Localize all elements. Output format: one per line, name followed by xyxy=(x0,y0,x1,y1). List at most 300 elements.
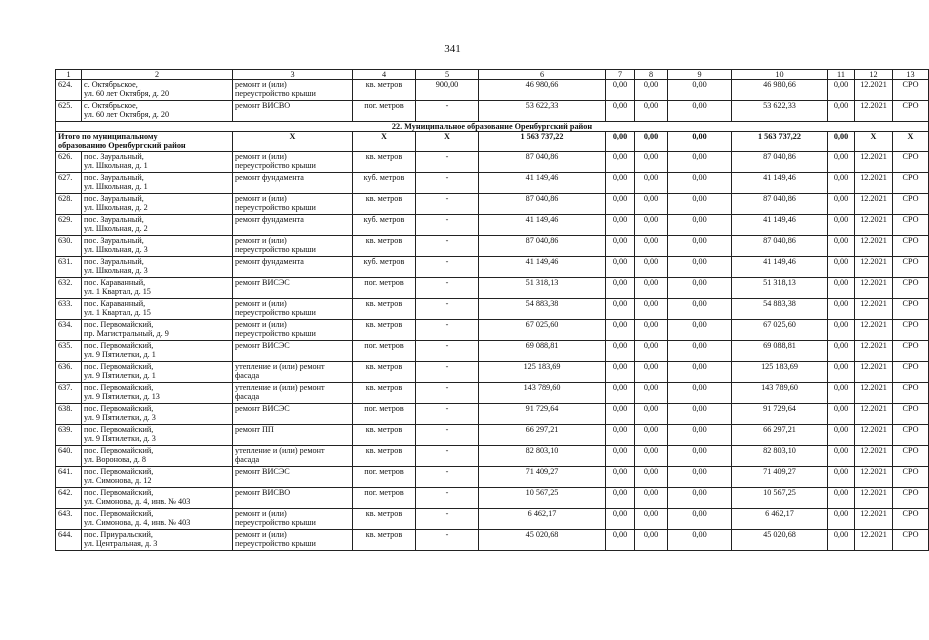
value-cell-9: 0,00 xyxy=(668,101,732,122)
quantity-cell: - xyxy=(416,383,479,404)
method-cell: СРО xyxy=(893,215,929,236)
address-cell-line1: пос. Зауральный, xyxy=(84,215,144,224)
table-row xyxy=(56,173,929,194)
deadline-cell: 12.2021 xyxy=(855,341,893,362)
method-cell: СРО xyxy=(893,488,929,509)
table-row xyxy=(56,446,929,467)
work-type-cell-line1: ремонт ВИСЭС xyxy=(235,278,290,287)
address-cell-line1: пос. Зауральный, xyxy=(84,194,144,203)
table-row xyxy=(56,152,929,173)
method-cell: СРО xyxy=(893,383,929,404)
quantity-cell: 900,00 xyxy=(416,80,479,101)
method-cell: СРО xyxy=(893,509,929,530)
address-cell-line2: ул. Школьная, д. 2 xyxy=(84,203,148,212)
method-cell: СРО xyxy=(893,467,929,488)
address-cell-line2: ул. 9 Пятилетки, д. 1 xyxy=(84,350,156,359)
address-cell xyxy=(82,152,233,173)
unit-cell: кв. метров xyxy=(353,152,416,173)
table-row xyxy=(56,236,929,257)
work-type-cell-line1: ремонт и (или) xyxy=(235,152,287,161)
value-cell-9: 0,00 xyxy=(668,299,732,320)
value-cell-9: 0,00 xyxy=(668,152,732,173)
address-cell-line1: пос. Первомайский, xyxy=(84,341,154,350)
quantity-cell: - xyxy=(416,194,479,215)
address-cell-line2: ул. Симонова, д. 4, инв. № 403 xyxy=(84,497,191,506)
work-type-cell-line1: ремонт и (или) xyxy=(235,194,287,203)
row-number: 626. xyxy=(56,152,82,173)
value-cell-9: 0,00 xyxy=(668,278,732,299)
address-cell-line1: пос. Караванный, xyxy=(84,278,146,287)
value-cell-8: 0,00 xyxy=(635,257,668,278)
deadline-cell: 12.2021 xyxy=(855,320,893,341)
method-cell: СРО xyxy=(893,236,929,257)
method-cell: СРО xyxy=(893,362,929,383)
work-type-cell xyxy=(233,194,353,215)
address-cell-line1: пос. Зауральный, xyxy=(84,173,144,182)
column-number-row xyxy=(56,70,929,80)
value-cell-8: 0,00 xyxy=(635,152,668,173)
total-cost-cell: 66 297,21 xyxy=(479,425,606,446)
cost-cell-10: 54 883,38 xyxy=(732,299,828,320)
total-cost-cell: 91 729,64 xyxy=(479,404,606,425)
address-cell-line2: ул. 60 лет Октября, д. 20 xyxy=(84,89,170,98)
column-number-header: 3 xyxy=(233,70,353,80)
work-type-cell xyxy=(233,173,353,194)
value-cell-7: 0,00 xyxy=(606,467,635,488)
unit-cell: пог. метров xyxy=(353,467,416,488)
address-cell-line2: ул. Воронова, д. 8 xyxy=(84,455,146,464)
deadline-cell: 12.2021 xyxy=(855,173,893,194)
deadline-cell: 12.2021 xyxy=(855,101,893,122)
deadline-cell: 12.2021 xyxy=(855,215,893,236)
address-cell-line2: ул. Симонова, д. 4, инв. № 403 xyxy=(84,518,191,527)
value-cell-8: 0,00 xyxy=(635,80,668,101)
value-cell-7: 0,00 xyxy=(606,152,635,173)
cost-cell-10: 87 040,86 xyxy=(732,236,828,257)
address-cell-line1: пос. Первомайский, xyxy=(84,467,154,476)
address-cell xyxy=(82,257,233,278)
work-type-cell xyxy=(233,362,353,383)
total-c12: X xyxy=(855,132,893,152)
value-cell-8: 0,00 xyxy=(635,425,668,446)
cost-cell-10: 46 980,66 xyxy=(732,80,828,101)
cost-cell-10: 41 149,46 xyxy=(732,257,828,278)
value-cell-7: 0,00 xyxy=(606,425,635,446)
value-cell-8: 0,00 xyxy=(635,194,668,215)
deadline-cell: 12.2021 xyxy=(855,509,893,530)
value-cell-11: 0,00 xyxy=(828,320,855,341)
method-cell: СРО xyxy=(893,101,929,122)
cost-cell-10: 143 789,60 xyxy=(732,383,828,404)
work-type-cell xyxy=(233,101,353,122)
work-type-cell-line1: ремонт фундамента xyxy=(235,257,304,266)
value-cell-11: 0,00 xyxy=(828,383,855,404)
work-type-cell xyxy=(233,383,353,404)
row-number: 641. xyxy=(56,467,82,488)
method-cell: СРО xyxy=(893,173,929,194)
value-cell-7: 0,00 xyxy=(606,446,635,467)
table-row xyxy=(56,509,929,530)
total-label xyxy=(56,132,233,152)
value-cell-11: 0,00 xyxy=(828,446,855,467)
quantity-cell: - xyxy=(416,404,479,425)
total-cost-cell: 143 789,60 xyxy=(479,383,606,404)
address-cell xyxy=(82,80,233,101)
value-cell-7: 0,00 xyxy=(606,404,635,425)
cost-cell-10: 6 462,17 xyxy=(732,509,828,530)
value-cell-7: 0,00 xyxy=(606,488,635,509)
value-cell-7: 0,00 xyxy=(606,236,635,257)
value-cell-11: 0,00 xyxy=(828,101,855,122)
unit-cell: кв. метров xyxy=(353,236,416,257)
row-number: 637. xyxy=(56,383,82,404)
quantity-cell: - xyxy=(416,530,479,551)
value-cell-8: 0,00 xyxy=(635,173,668,194)
deadline-cell: 12.2021 xyxy=(855,467,893,488)
deadline-cell: 12.2021 xyxy=(855,257,893,278)
value-cell-11: 0,00 xyxy=(828,299,855,320)
table-row xyxy=(56,404,929,425)
work-type-cell xyxy=(233,320,353,341)
method-cell: СРО xyxy=(893,404,929,425)
total-cost-cell: 67 025,60 xyxy=(479,320,606,341)
value-cell-9: 0,00 xyxy=(668,488,732,509)
work-type-cell-line1: ремонт ВИСЭС xyxy=(235,404,290,413)
column-number-header: 13 xyxy=(893,70,929,80)
section-title: 22. Муниципальное образование Оренбургский район xyxy=(56,122,929,132)
total-cost-cell: 51 318,13 xyxy=(479,278,606,299)
column-number-header: 4 xyxy=(353,70,416,80)
address-cell-line1: пос. Первомайский, xyxy=(84,509,154,518)
work-type-cell-line2: фасада xyxy=(235,392,260,401)
quantity-cell: - xyxy=(416,320,479,341)
address-cell-line2: ул. Школьная, д. 3 xyxy=(84,266,148,275)
cost-cell-10: 41 149,46 xyxy=(732,215,828,236)
total-cost-cell: 87 040,86 xyxy=(479,194,606,215)
address-cell-line1: пос. Первомайский, xyxy=(84,362,154,371)
column-number-header: 2 xyxy=(82,70,233,80)
value-cell-11: 0,00 xyxy=(828,530,855,551)
table-row xyxy=(56,101,929,122)
unit-cell: кв. метров xyxy=(353,383,416,404)
work-type-cell xyxy=(233,152,353,173)
value-cell-11: 0,00 xyxy=(828,467,855,488)
deadline-cell: 12.2021 xyxy=(855,488,893,509)
unit-cell: кв. метров xyxy=(353,299,416,320)
unit-cell: пог. метров xyxy=(353,341,416,362)
quantity-cell: - xyxy=(416,101,479,122)
value-cell-11: 0,00 xyxy=(828,152,855,173)
address-cell xyxy=(82,320,233,341)
address-cell-line1: пос. Первомайский, xyxy=(84,446,154,455)
address-cell-line1: пос. Зауральный, xyxy=(84,152,144,161)
address-cell xyxy=(82,236,233,257)
value-cell-9: 0,00 xyxy=(668,257,732,278)
address-cell xyxy=(82,509,233,530)
value-cell-8: 0,00 xyxy=(635,236,668,257)
address-cell-line2: ул. 9 Пятилетки, д. 3 xyxy=(84,434,156,443)
deadline-cell: 12.2021 xyxy=(855,383,893,404)
address-cell xyxy=(82,101,233,122)
work-type-cell xyxy=(233,215,353,236)
address-cell xyxy=(82,383,233,404)
value-cell-11: 0,00 xyxy=(828,425,855,446)
unit-cell: кв. метров xyxy=(353,530,416,551)
row-number: 638. xyxy=(56,404,82,425)
work-type-cell-line2: переустройство крыши xyxy=(235,329,316,338)
address-cell-line1: пос. Первомайский, xyxy=(84,425,154,434)
work-type-cell xyxy=(233,80,353,101)
address-cell xyxy=(82,299,233,320)
unit-cell: пог. метров xyxy=(353,101,416,122)
address-cell-line2: ул. Школьная, д. 1 xyxy=(84,182,148,191)
work-type-cell-line1: ремонт фундамента xyxy=(235,215,304,224)
work-type-cell-line1: ремонт фундамента xyxy=(235,173,304,182)
total-c3: X xyxy=(233,132,353,152)
table-row xyxy=(56,278,929,299)
quantity-cell: - xyxy=(416,341,479,362)
quantity-cell: - xyxy=(416,425,479,446)
total-cost-cell: 87 040,86 xyxy=(479,236,606,257)
address-cell-line2: ул. 9 Пятилетки, д. 13 xyxy=(84,392,160,401)
value-cell-11: 0,00 xyxy=(828,404,855,425)
value-cell-9: 0,00 xyxy=(668,425,732,446)
quantity-cell: - xyxy=(416,446,479,467)
work-type-cell-line1: ремонт ПП xyxy=(235,425,274,434)
address-cell-line1: пос. Зауральный, xyxy=(84,257,144,266)
value-cell-8: 0,00 xyxy=(635,383,668,404)
work-type-cell xyxy=(233,467,353,488)
quantity-cell: - xyxy=(416,299,479,320)
value-cell-11: 0,00 xyxy=(828,173,855,194)
column-number-header: 7 xyxy=(606,70,635,80)
value-cell-8: 0,00 xyxy=(635,404,668,425)
address-cell-line2: пр. Магистральный, д. 9 xyxy=(84,329,169,338)
value-cell-7: 0,00 xyxy=(606,194,635,215)
address-cell-line2: ул. 1 Квартал, д. 15 xyxy=(84,287,151,296)
method-cell: СРО xyxy=(893,425,929,446)
total-cost-cell: 54 883,38 xyxy=(479,299,606,320)
deadline-cell: 12.2021 xyxy=(855,446,893,467)
work-type-cell xyxy=(233,488,353,509)
row-number: 627. xyxy=(56,173,82,194)
unit-cell: кв. метров xyxy=(353,80,416,101)
method-cell: СРО xyxy=(893,299,929,320)
total-c5: X xyxy=(416,132,479,152)
work-type-cell xyxy=(233,257,353,278)
value-cell-11: 0,00 xyxy=(828,362,855,383)
address-cell-line1: пос. Первомайский, xyxy=(84,320,154,329)
table-row xyxy=(56,299,929,320)
value-cell-7: 0,00 xyxy=(606,299,635,320)
work-type-cell-line2: переустройство крыши xyxy=(235,539,316,548)
row-number: 628. xyxy=(56,194,82,215)
work-type-cell-line1: ремонт ВИСВО xyxy=(235,101,291,110)
quantity-cell: - xyxy=(416,509,479,530)
table-body xyxy=(56,70,929,551)
table-row xyxy=(56,257,929,278)
unit-cell: кв. метров xyxy=(353,509,416,530)
quantity-cell: - xyxy=(416,173,479,194)
value-cell-9: 0,00 xyxy=(668,173,732,194)
value-cell-8: 0,00 xyxy=(635,467,668,488)
unit-cell: кв. метров xyxy=(353,194,416,215)
deadline-cell: 12.2021 xyxy=(855,299,893,320)
table-row xyxy=(56,80,929,101)
work-type-cell-line2: фасада xyxy=(235,371,260,380)
total-c11: 0,00 xyxy=(828,132,855,152)
work-type-cell-line1: утепление и (или) ремонт xyxy=(235,362,325,371)
address-cell-line1: с. Октябрьское, xyxy=(84,101,138,110)
row-number: 625. xyxy=(56,101,82,122)
value-cell-7: 0,00 xyxy=(606,341,635,362)
works-table xyxy=(55,69,929,551)
work-type-cell-line2: переустройство крыши xyxy=(235,89,316,98)
work-type-cell-line2: переустройство крыши xyxy=(235,245,316,254)
work-type-cell xyxy=(233,299,353,320)
unit-cell: кв. метров xyxy=(353,446,416,467)
address-cell-line2: ул. 60 лет Октября, д. 20 xyxy=(84,110,170,119)
total-cost-cell: 41 149,46 xyxy=(479,257,606,278)
address-cell-line1: пос. Первомайский, xyxy=(84,488,154,497)
address-cell-line1: пос. Караванный, xyxy=(84,299,146,308)
total-c10: 1 563 737,22 xyxy=(732,132,828,152)
row-number: 630. xyxy=(56,236,82,257)
total-c7: 0,00 xyxy=(606,132,635,152)
column-number-header: 1 xyxy=(56,70,82,80)
value-cell-7: 0,00 xyxy=(606,278,635,299)
cost-cell-10: 10 567,25 xyxy=(732,488,828,509)
row-number: 631. xyxy=(56,257,82,278)
column-number-header: 10 xyxy=(732,70,828,80)
quantity-cell: - xyxy=(416,467,479,488)
value-cell-8: 0,00 xyxy=(635,341,668,362)
work-type-cell-line1: ремонт и (или) xyxy=(235,320,287,329)
value-cell-9: 0,00 xyxy=(668,467,732,488)
total-cost-cell: 71 409,27 xyxy=(479,467,606,488)
column-number-header: 6 xyxy=(479,70,606,80)
column-number-header: 8 xyxy=(635,70,668,80)
deadline-cell: 12.2021 xyxy=(855,194,893,215)
total-cost-cell: 41 149,46 xyxy=(479,215,606,236)
address-cell xyxy=(82,446,233,467)
cost-cell-10: 67 025,60 xyxy=(732,320,828,341)
value-cell-7: 0,00 xyxy=(606,362,635,383)
address-cell-line2: ул. Школьная, д. 1 xyxy=(84,161,148,170)
total-c9: 0,00 xyxy=(668,132,732,152)
table-row xyxy=(56,362,929,383)
address-cell-line2: ул. Школьная, д. 3 xyxy=(84,245,148,254)
total-label-line2: образованию Оренбургский район xyxy=(58,141,186,150)
table-row xyxy=(56,320,929,341)
total-cost-cell: 69 088,81 xyxy=(479,341,606,362)
table-row xyxy=(56,215,929,236)
address-cell xyxy=(82,404,233,425)
value-cell-9: 0,00 xyxy=(668,341,732,362)
cost-cell-10: 91 729,64 xyxy=(732,404,828,425)
value-cell-8: 0,00 xyxy=(635,299,668,320)
work-type-cell xyxy=(233,236,353,257)
work-type-cell-line2: переустройство крыши xyxy=(235,308,316,317)
table-row xyxy=(56,488,929,509)
value-cell-9: 0,00 xyxy=(668,236,732,257)
unit-cell: пог. метров xyxy=(353,404,416,425)
value-cell-7: 0,00 xyxy=(606,509,635,530)
total-c4: X xyxy=(353,132,416,152)
work-type-cell-line1: ремонт и (или) xyxy=(235,530,287,539)
work-type-cell xyxy=(233,404,353,425)
unit-cell: куб. метров xyxy=(353,215,416,236)
cost-cell-10: 45 020,68 xyxy=(732,530,828,551)
deadline-cell: 12.2021 xyxy=(855,530,893,551)
address-cell-line2: ул. 1 Квартал, д. 15 xyxy=(84,308,151,317)
value-cell-8: 0,00 xyxy=(635,215,668,236)
unit-cell: кв. метров xyxy=(353,362,416,383)
method-cell: СРО xyxy=(893,446,929,467)
row-number: 644. xyxy=(56,530,82,551)
method-cell: СРО xyxy=(893,341,929,362)
work-type-cell-line2: переустройство крыши xyxy=(235,203,316,212)
work-type-cell-line2: переустройство крыши xyxy=(235,518,316,527)
deadline-cell: 12.2021 xyxy=(855,425,893,446)
row-number: 642. xyxy=(56,488,82,509)
table-row xyxy=(56,530,929,551)
cost-cell-10: 69 088,81 xyxy=(732,341,828,362)
column-number-header: 12 xyxy=(855,70,893,80)
address-cell-line1: с. Октябрьское, xyxy=(84,80,138,89)
deadline-cell: 12.2021 xyxy=(855,404,893,425)
total-c13: X xyxy=(893,132,929,152)
value-cell-11: 0,00 xyxy=(828,488,855,509)
table-row xyxy=(56,194,929,215)
work-type-cell-line1: ремонт и (или) xyxy=(235,299,287,308)
address-cell-line2: ул. 9 Пятилетки, д. 3 xyxy=(84,413,156,422)
value-cell-8: 0,00 xyxy=(635,530,668,551)
unit-cell: куб. метров xyxy=(353,257,416,278)
value-cell-7: 0,00 xyxy=(606,383,635,404)
deadline-cell: 12.2021 xyxy=(855,278,893,299)
table-row xyxy=(56,425,929,446)
total-cost-cell: 6 462,17 xyxy=(479,509,606,530)
row-number: 639. xyxy=(56,425,82,446)
value-cell-9: 0,00 xyxy=(668,362,732,383)
value-cell-7: 0,00 xyxy=(606,257,635,278)
value-cell-9: 0,00 xyxy=(668,215,732,236)
address-cell-line2: ул. Школьная, д. 2 xyxy=(84,224,148,233)
row-number: 624. xyxy=(56,80,82,101)
work-type-cell xyxy=(233,530,353,551)
address-cell xyxy=(82,194,233,215)
total-row xyxy=(56,132,929,152)
address-cell xyxy=(82,173,233,194)
address-cell xyxy=(82,215,233,236)
quantity-cell: - xyxy=(416,215,479,236)
cost-cell-10: 87 040,86 xyxy=(732,152,828,173)
cost-cell-10: 66 297,21 xyxy=(732,425,828,446)
quantity-cell: - xyxy=(416,257,479,278)
address-cell xyxy=(82,425,233,446)
value-cell-11: 0,00 xyxy=(828,341,855,362)
address-cell-line1: пос. Первомайский, xyxy=(84,383,154,392)
method-cell: СРО xyxy=(893,530,929,551)
value-cell-8: 0,00 xyxy=(635,488,668,509)
address-cell-line1: пос. Первомайский, xyxy=(84,404,154,413)
address-cell-line1: пос. Зауральный, xyxy=(84,236,144,245)
table-row xyxy=(56,467,929,488)
value-cell-9: 0,00 xyxy=(668,530,732,551)
total-c8: 0,00 xyxy=(635,132,668,152)
value-cell-8: 0,00 xyxy=(635,278,668,299)
